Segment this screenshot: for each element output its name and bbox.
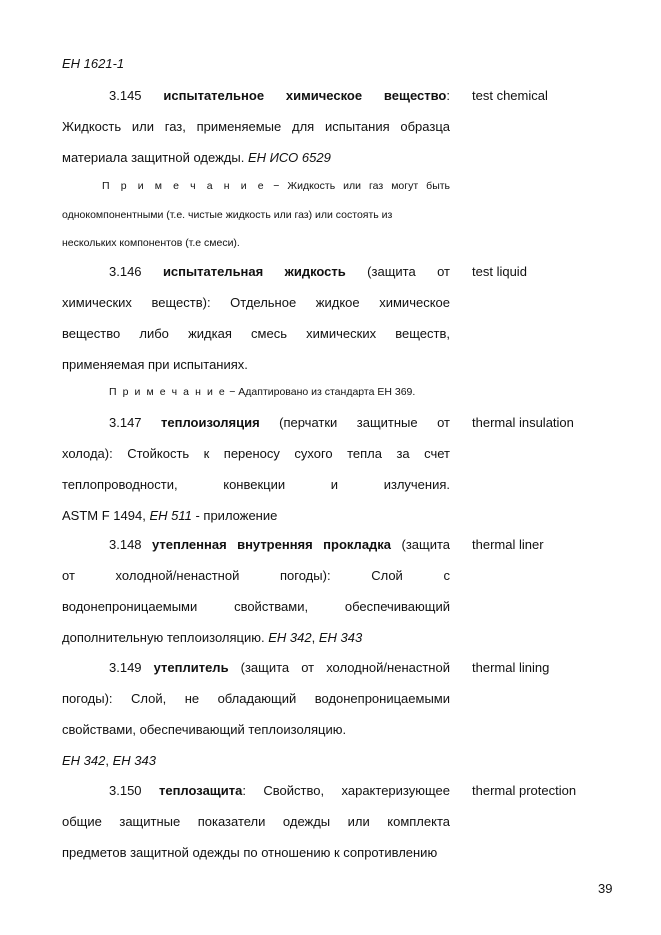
term-number: 3.150 (109, 783, 142, 798)
definition-line: применяемая при испытаниях. (62, 357, 248, 372)
term-entry-3-146 (62, 264, 450, 388)
definition-line: холода): Стойкость к переносу сухого тепла за счет (62, 446, 450, 461)
definition-text: материала защитной одежды. (62, 150, 245, 165)
reference: ЕН ИСО 6529 (247, 150, 331, 165)
term-number: 3.146 (109, 264, 142, 279)
definition-line: общие защитные показатели одежды или комплекта (62, 814, 450, 829)
term-qualifier: (защита от холодной/ненастной (240, 660, 450, 675)
note-line: нескольких компонентов (т.е смеси). (62, 237, 240, 249)
note-text: − Адаптировано из стандарта ЕН 369. (229, 386, 416, 398)
term-entry-3-147 (62, 415, 450, 539)
english-term: thermal lining (472, 660, 550, 675)
reference: ЕН 343 (318, 630, 363, 645)
note-block (62, 179, 450, 265)
term-line (62, 264, 450, 295)
term-qualifier: (перчатки защитные от (279, 415, 450, 430)
term-number: 3.148 (109, 537, 142, 552)
term-colon: : (446, 88, 450, 103)
reference-separator: , (105, 753, 109, 768)
definition-line (62, 150, 450, 181)
term-title: утепленная внутренняя прокладка (151, 537, 392, 552)
term-entry-3-148 (62, 537, 450, 661)
note-label: П р и м е ч а н и е (102, 180, 266, 192)
term-title: утеплитель (153, 660, 229, 675)
note-line (62, 179, 450, 208)
english-term: thermal insulation (472, 415, 574, 430)
definition-line: предметов защитной одежды по отношению к сопротивлению (62, 845, 438, 860)
english-term: test chemical (472, 88, 548, 103)
term-title: испытательное химическое вещество (163, 88, 447, 103)
definition-line: водонепроницаемыми свойствами, обеспечивающий (62, 599, 450, 614)
reference-separator: , (311, 630, 316, 645)
definition-line: погоды): Слой, не обладающий водонепроницаемыми (62, 691, 450, 706)
definition-line: вещество либо жидкая смесь химических веществ, (62, 326, 450, 341)
definition-line (62, 508, 450, 539)
term-title: теплоизоляция (161, 415, 260, 430)
definition-line: химических веществ): Отдельное жидкое химическое (62, 295, 450, 310)
english-term: test liquid (472, 264, 527, 279)
term-entry-3-149 (62, 660, 450, 784)
term-line (62, 783, 450, 814)
reference-text: ASTM F 1494, (62, 508, 146, 523)
document-header: ЕН 1621-1 (62, 56, 125, 71)
term-entry-3-150 (62, 783, 450, 876)
term-number: 3.145 (109, 88, 142, 103)
english-term: thermal protection (472, 783, 577, 798)
term-number: 3.147 (109, 415, 142, 430)
page-number: 39 (598, 881, 613, 896)
term-qualifier: (защита (401, 537, 450, 552)
definition-line: от холодной/ненастной погоды): Слой с (62, 568, 450, 583)
note-label: П р и м е ч а н и е (109, 386, 227, 398)
definition-line: теплопроводности, конвекции и излучения. (62, 477, 450, 492)
term-entry-3-145 (62, 88, 450, 181)
reference-text: - приложение (195, 508, 278, 523)
note-block (62, 385, 450, 414)
term-qualifier: : Свойство, характеризующее (242, 783, 450, 798)
definition-text: дополнительную теплоизоляцию. (62, 630, 265, 645)
term-line (62, 415, 450, 446)
term-line (62, 537, 450, 568)
note-line (62, 385, 450, 414)
reference: ЕН 342 (268, 630, 312, 645)
term-line (62, 660, 450, 691)
english-term: thermal liner (472, 537, 544, 552)
definition-line: свойствами, обеспечивающий теплоизоляцию. (62, 722, 347, 737)
reference: ЕН 342 (62, 753, 106, 768)
term-title: испытательная жидкость (162, 264, 346, 279)
definition-line: Жидкость или газ, применяемые для испытания образца (62, 119, 450, 134)
term-qualifier: (защита от (367, 264, 450, 279)
note-line: однокомпонентными (т.е. чистые жидкость или газ) или состоять из (62, 208, 393, 221)
definition-line (62, 630, 450, 661)
term-title: теплозащита (158, 783, 243, 798)
reference: ЕН 343 (112, 753, 156, 768)
note-text: − Жидкость или газ могут быть (273, 180, 451, 192)
term-line (62, 88, 450, 119)
reference: ЕН 511 (149, 508, 192, 523)
definition-line (62, 753, 450, 784)
term-number: 3.149 (109, 660, 142, 675)
